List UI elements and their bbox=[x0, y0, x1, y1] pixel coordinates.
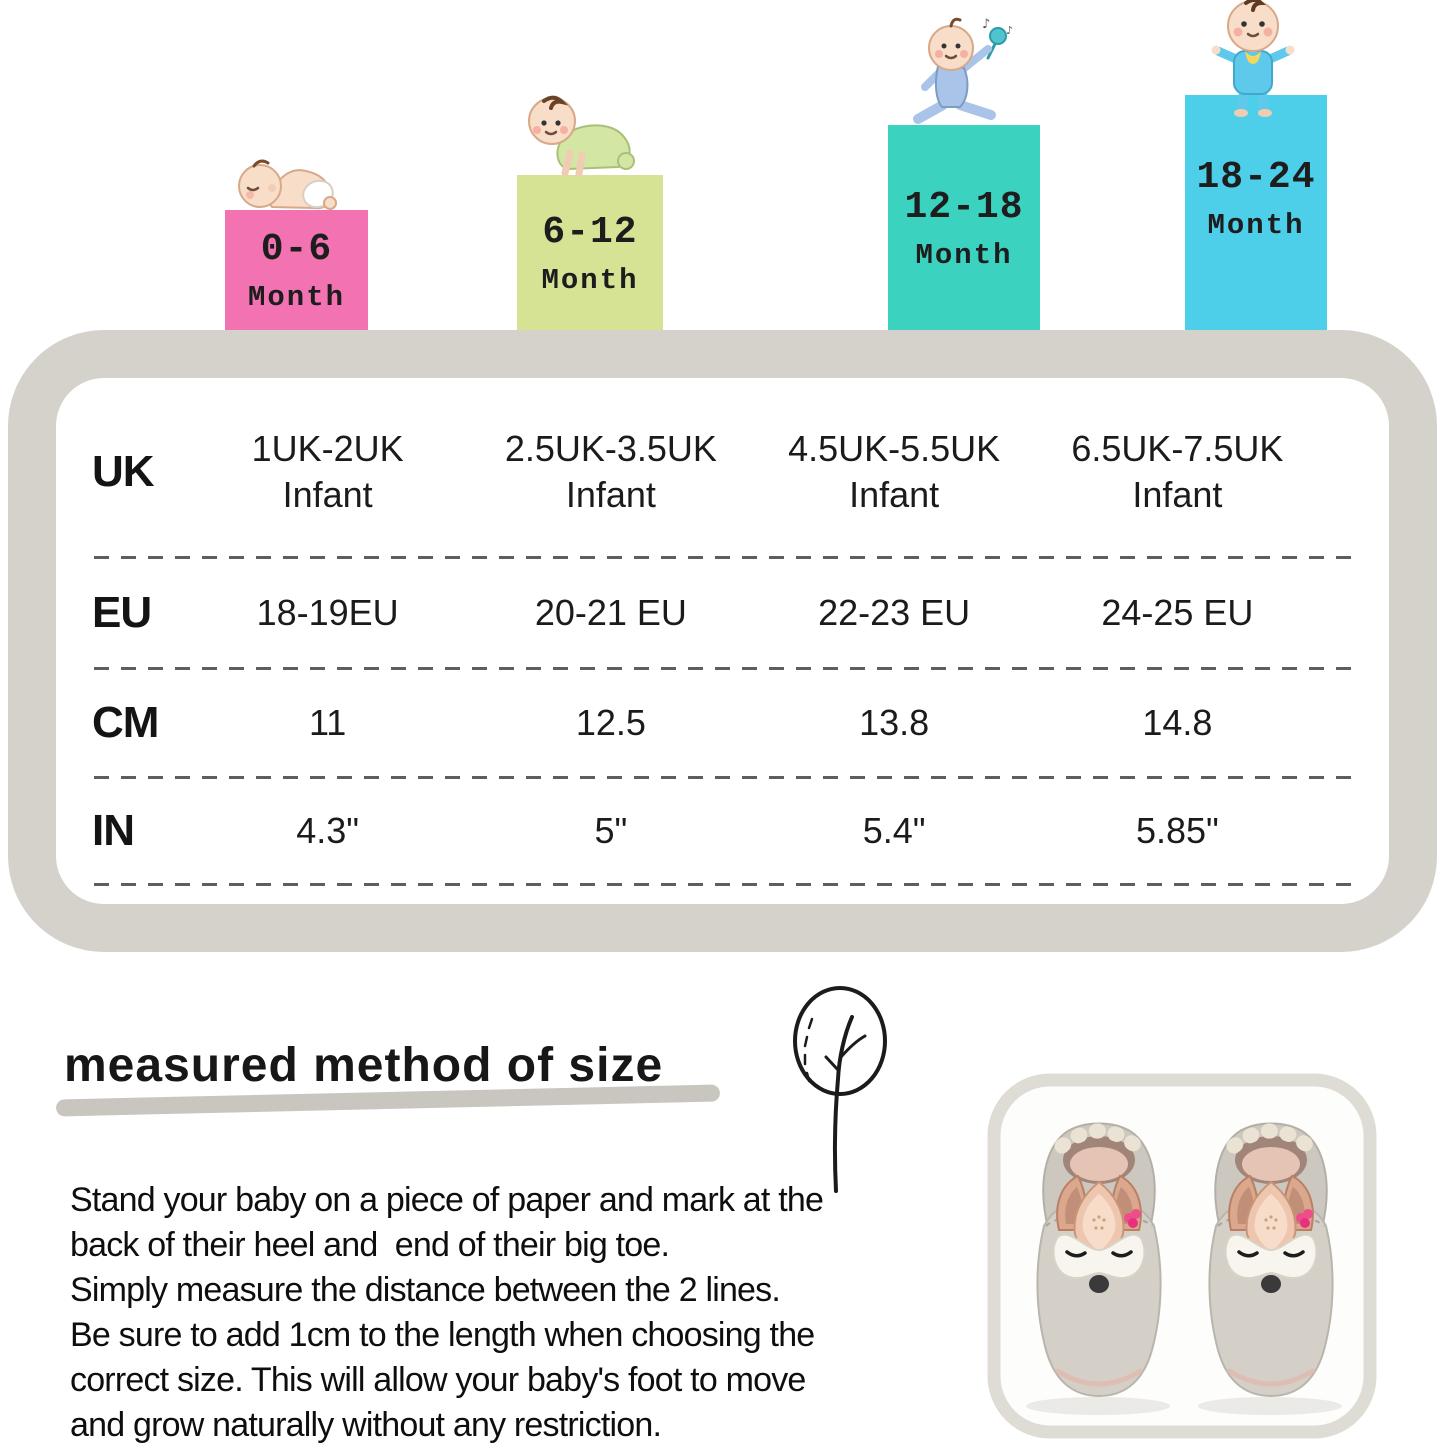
tree-sketch-icon bbox=[788, 983, 898, 1193]
table-row-eu bbox=[56, 559, 1389, 667]
age-block-0-6 bbox=[225, 210, 368, 332]
table-cell: 20-21 EU bbox=[534, 592, 687, 633]
age-unit-label: Month bbox=[1207, 208, 1305, 242]
table-cell: 5" bbox=[594, 810, 628, 851]
table-cell: 6.5UK-7.5UK Infant bbox=[1071, 428, 1284, 515]
age-range-label: 18-24 bbox=[1196, 155, 1316, 199]
crawling-baby-icon bbox=[516, 87, 646, 177]
age-block-12-18 bbox=[888, 125, 1040, 332]
table-row-uk bbox=[56, 378, 1389, 556]
table-row-cm bbox=[56, 670, 1389, 776]
row-label: CM bbox=[92, 698, 159, 747]
table-cell: 5.4" bbox=[862, 810, 926, 851]
svg-text:♪: ♪ bbox=[1006, 24, 1014, 37]
row-label: UK bbox=[92, 447, 154, 496]
table-cell: 24-25 EU bbox=[1101, 592, 1254, 633]
table-cell: 13.8 bbox=[859, 702, 930, 743]
instruction-line: correct size. This will allow your baby's foot to move bbox=[70, 1361, 806, 1399]
right-shoe bbox=[1209, 1124, 1332, 1397]
table-cell: 4.3" bbox=[296, 810, 360, 851]
instruction-line: Stand your baby on a piece of paper and mark at the bbox=[70, 1181, 824, 1219]
table-row-in bbox=[56, 779, 1389, 883]
table-cell: 5.85" bbox=[1135, 810, 1219, 851]
age-unit-label: Month bbox=[247, 281, 345, 314]
left-shoe bbox=[1037, 1124, 1160, 1397]
age-range-label: 12-18 bbox=[904, 185, 1024, 229]
age-block-6-12 bbox=[517, 175, 663, 332]
row-label: IN bbox=[92, 806, 134, 855]
age-unit-label: Month bbox=[915, 238, 1013, 272]
sleeping-baby-icon bbox=[230, 134, 350, 214]
size-table bbox=[8, 330, 1437, 952]
svg-text:♪: ♪ bbox=[982, 17, 991, 32]
instruction-line: Simply measure the distance between the 2 lines. bbox=[70, 1271, 781, 1309]
age-range-label: 6-12 bbox=[542, 210, 638, 254]
instruction-line: and grow naturally without any restriction. bbox=[70, 1406, 662, 1444]
measure-method-heading: measured method of size bbox=[64, 1039, 664, 1092]
age-block-18-24 bbox=[1185, 95, 1327, 332]
toddler-with-rattle-icon bbox=[898, 14, 1028, 129]
table-cell: 4.5UK-5.5UK Infant bbox=[788, 428, 1001, 515]
table-cell: 22-23 EU bbox=[818, 592, 971, 633]
instruction-line: back of their heel and end of their big toe. bbox=[70, 1226, 670, 1264]
instruction-line: Be sure to add 1cm to the length when choosing the bbox=[70, 1316, 815, 1354]
baby-shoes-photo bbox=[986, 1072, 1378, 1444]
row-label: EU bbox=[92, 588, 152, 637]
table-cell: 18-19EU bbox=[256, 592, 399, 633]
age-unit-label: Month bbox=[541, 263, 639, 297]
table-cell: 11 bbox=[308, 702, 347, 743]
measuring-instructions bbox=[70, 1178, 823, 1448]
table-cell: 1UK-2UK Infant bbox=[251, 428, 404, 515]
table-cell: 12.5 bbox=[575, 702, 646, 743]
dashed-divider bbox=[94, 883, 1351, 886]
standing-baby-icon bbox=[1196, 0, 1311, 118]
table-cell: 2.5UK-3.5UK Infant bbox=[504, 428, 717, 515]
age-range-label: 0-6 bbox=[260, 228, 333, 271]
table-cell: 14.8 bbox=[1142, 702, 1213, 743]
